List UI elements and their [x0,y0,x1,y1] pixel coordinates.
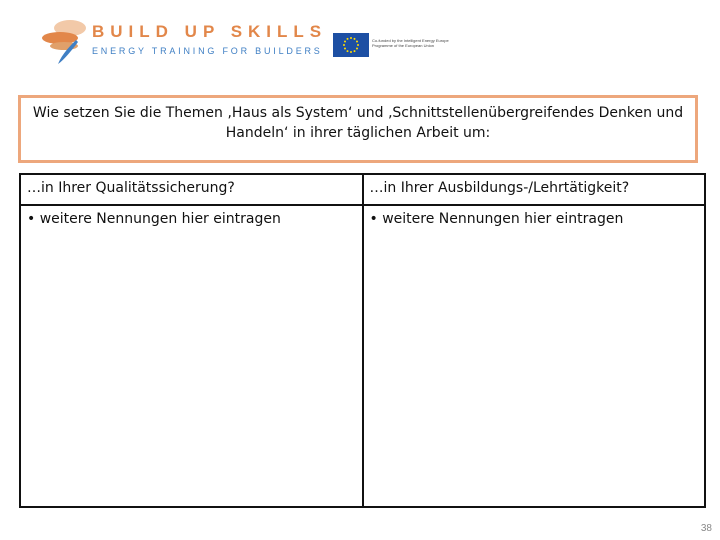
logo-title: BUILD UP SKILLS [92,22,328,41]
answer-table [19,173,706,508]
column-header-ausbildung: …in Ihrer Ausbildungs-/Lehrtätigkeit? [363,174,706,205]
entry-cell-qualitaetssicherung[interactable]: • weitere Nennungen hier eintragen [20,205,363,507]
question-text: Wie setzen Sie die Themen ‚Haus als System‘ und ‚Schnittstellenübergreifendes Denken und Handeln‘ in ihrer täglichen Arbeit um: [32,105,684,141]
entry-cell-ausbildung[interactable]: • weitere Nennungen hier eintragen [363,205,706,507]
question-box [18,95,698,163]
logo-subtitle: ENERGY TRAINING FOR BUILDERS [92,46,323,56]
eu-funding-text: Co-funded by the Intelligent Energy Europe Programme of the European Union [372,38,449,48]
table-header-row [20,174,705,205]
eu-flag-icon [333,33,369,57]
page-number: 38 [700,523,712,534]
table-row [20,205,705,507]
build-up-skills-logo-icon [40,16,88,68]
column-header-qualitaetssicherung: …in Ihrer Qualitätssicherung? [20,174,363,205]
